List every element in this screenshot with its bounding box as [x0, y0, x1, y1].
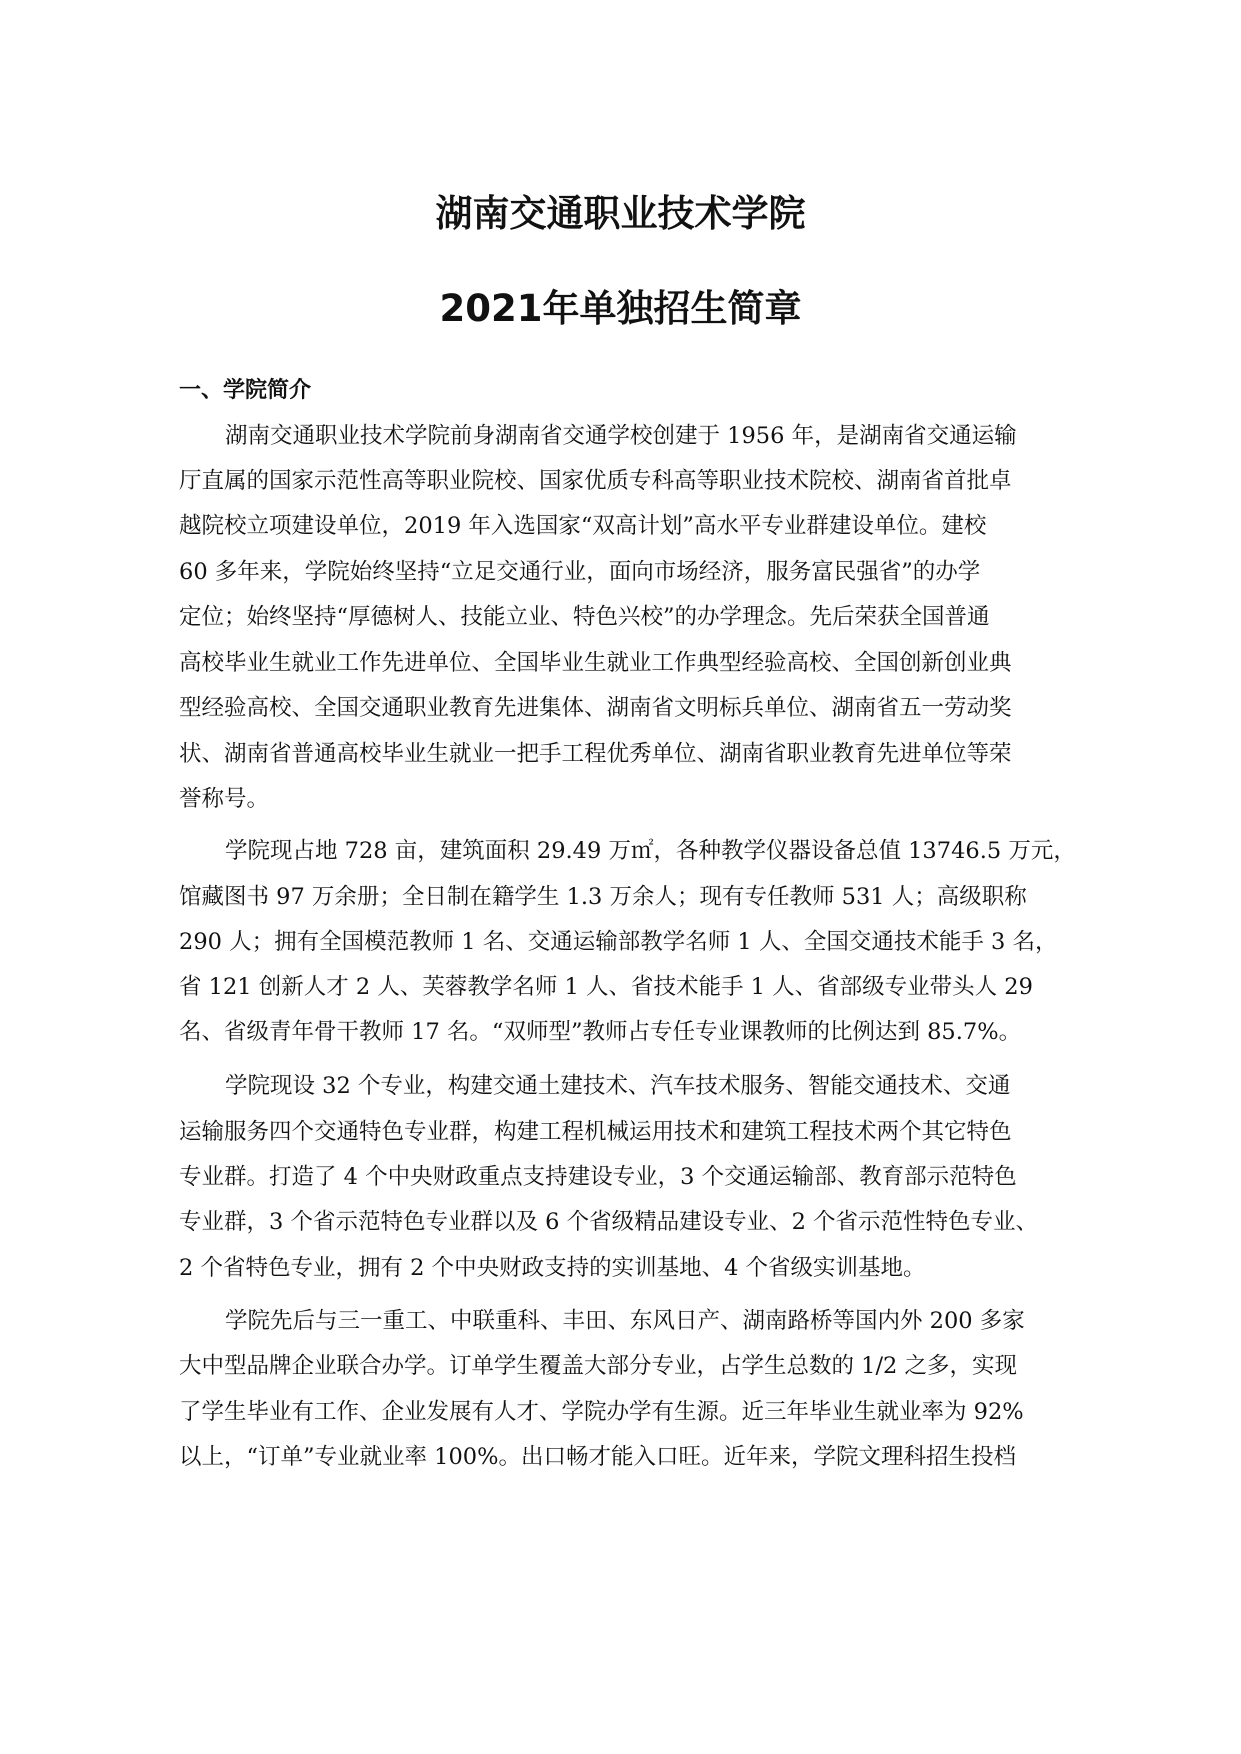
paragraph-line: 馆藏图书 97 万余册；全日制在籍学生 1.3 万余人；现有专任教师 531 人；高级职称 — [179, 884, 1027, 910]
paragraph-line: 名、省级青年骨干教师 17 名。“双师型”教师占专任专业课教师的比例达到 85.7%。 — [179, 1019, 1022, 1045]
paragraph-line: 型经验高校、全国交通职业教育先进集体、湖南省文明标兵单位、湖南省五一劳动奖 — [179, 695, 1012, 721]
paragraph-line: 湖南交通职业技术学院前身湖南省交通学校创建于 1956 年，是湖南省交通运输 — [225, 423, 1017, 449]
document-subtitle: 2021年单独招生简章 — [439, 287, 802, 330]
section-heading-intro: 一、学院简介 — [179, 378, 312, 403]
paragraph-line: 高校毕业生就业工作先进单位、全国毕业生就业工作典型经验高校、全国创新创业典 — [179, 650, 1012, 676]
paragraph-line: 专业群。打造了 4 个中央财政重点支持建设专业，3 个交通运输部、教育部示范特色 — [179, 1164, 1017, 1190]
document-title: 湖南交通职业技术学院 — [435, 192, 806, 235]
paragraph-line: 学院现占地 728 亩，建筑面积 29.49 万㎡，各种教学仪器设备总值 13746.5 万元， — [225, 838, 1076, 864]
paragraph-line: 大中型品牌企业联合办学。订单学生覆盖大部分专业，占学生总数的 1/2 之多，实现 — [179, 1353, 1018, 1379]
paragraph-line: 状、湖南省普通高校毕业生就业一把手工程优秀单位、湖南省职业教育先进单位等荣 — [179, 741, 1012, 767]
paragraph-line: 以上，“订单”专业就业率 100%。出口畅才能入口旺。近年来，学院文理科招生投档 — [179, 1444, 1016, 1470]
paragraph-line: 定位；始终坚持“厚德树人、技能立业、特色兴校”的办学理念。先后荣获全国普通 — [179, 604, 990, 630]
paragraph-line: 学院现设 32 个专业，构建交通土建技术、汽车技术服务、智能交通技术、交通 — [225, 1073, 1011, 1099]
paragraph-line: 运输服务四个交通特色专业群，构建工程机械运用技术和建筑工程技术两个其它特色 — [179, 1119, 1012, 1145]
paragraph-line: 誉称号。 — [179, 786, 270, 812]
paragraph-line: 越院校立项建设单位，2019 年入选国家“双高计划”高水平专业群建设单位。建校 — [179, 513, 987, 539]
paragraph-line: 省 121 创新人才 2 人、芙蓉教学名师 1 人、省技术能手 1 人、省部级专业带头人 29 — [179, 974, 1033, 1000]
paragraph-line: 60 多年来，学院始终坚持“立足交通行业，面向市场经济，服务富民强省”的办学 — [179, 559, 981, 585]
paragraph-line: 学院先后与三一重工、中联重科、丰田、东风日产、湖南路桥等国内外 200 多家 — [225, 1308, 1025, 1334]
paragraph-line: 2 个省特色专业，拥有 2 个中央财政支持的实训基地、4 个省级实训基地。 — [179, 1255, 926, 1281]
paragraph-line: 290 人；拥有全国模范教师 1 名、交通运输部教学名师 1 人、全国交通技术能手 3 名， — [179, 929, 1058, 955]
paragraph-line: 了学生毕业有工作、企业发展有人才、学院办学有生源。近三年毕业生就业率为 92% — [179, 1399, 1024, 1425]
paragraph-line: 厅直属的国家示范性高等职业院校、国家优质专科高等职业技术院校、湖南省首批卓 — [179, 468, 1012, 494]
paragraph-line: 专业群，3 个省示范特色专业群以及 6 个省级精品建设专业、2 个省示范性特色专业、 — [179, 1209, 1039, 1235]
